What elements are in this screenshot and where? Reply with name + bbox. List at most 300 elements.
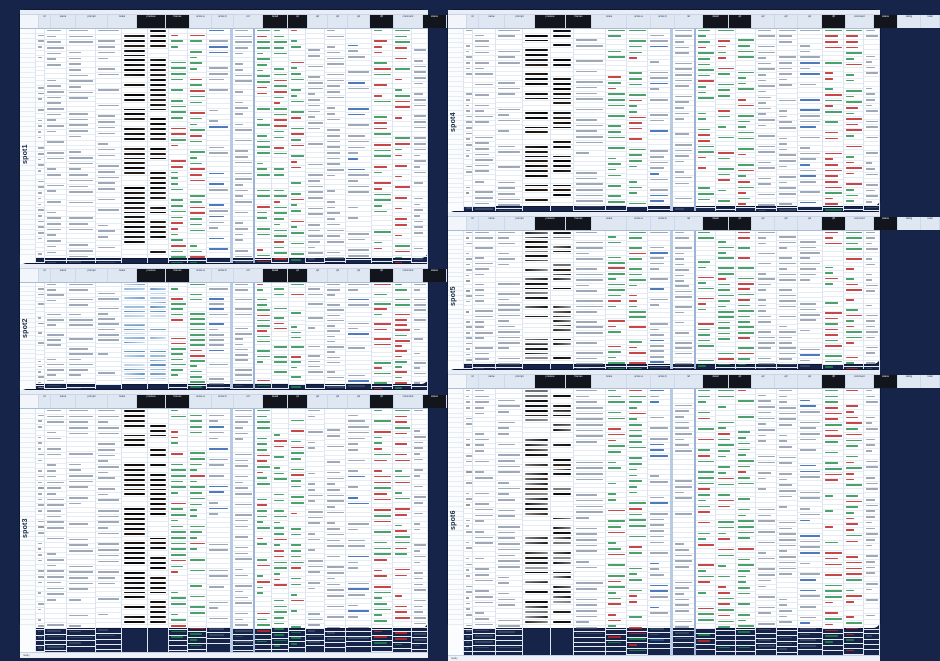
data-cell[interactable]	[188, 51, 206, 56]
column-header-cell[interactable]: status	[423, 15, 447, 28]
column-header-cell[interactable]: frames	[566, 15, 592, 28]
data-cell[interactable]	[207, 183, 230, 188]
data-column[interactable]	[233, 409, 255, 652]
data-cell[interactable]	[272, 241, 288, 246]
data-cell[interactable]	[272, 556, 288, 561]
data-cell[interactable]	[473, 148, 495, 153]
data-cell[interactable]	[306, 99, 324, 104]
data-cell[interactable]	[574, 76, 605, 81]
data-cell[interactable]	[96, 40, 121, 45]
data-cell[interactable]	[289, 562, 305, 567]
data-cell[interactable]	[233, 118, 253, 123]
data-cell[interactable]	[45, 630, 66, 635]
data-cell[interactable]	[45, 334, 66, 338]
row-index-cell[interactable]	[20, 620, 35, 625]
data-cell[interactable]	[289, 35, 305, 40]
data-cell[interactable]	[272, 125, 288, 130]
column-header-cell[interactable]: id	[39, 15, 51, 28]
data-cell[interactable]	[393, 218, 411, 223]
data-cell[interactable]	[464, 133, 472, 138]
sheet-body[interactable]	[20, 283, 428, 397]
data-cell[interactable]	[412, 299, 427, 303]
data-cell[interactable]	[673, 192, 694, 197]
data-cell[interactable]	[45, 284, 66, 288]
data-cell[interactable]	[45, 565, 66, 570]
data-cell[interactable]	[306, 355, 324, 359]
data-cell[interactable]	[346, 375, 371, 379]
data-cell[interactable]	[67, 421, 95, 426]
data-cell[interactable]	[325, 578, 345, 583]
column-header-row[interactable]	[20, 269, 428, 283]
data-cell[interactable]	[272, 184, 288, 189]
thumbnail-column[interactable]	[122, 409, 148, 652]
data-cell[interactable]	[325, 252, 345, 257]
data-cell[interactable]	[36, 204, 44, 209]
data-cell[interactable]	[36, 587, 44, 592]
data-cell[interactable]	[464, 39, 472, 44]
data-cell[interactable]	[96, 160, 121, 165]
data-cell[interactable]	[96, 555, 121, 560]
data-cell[interactable]	[464, 88, 472, 93]
data-cell[interactable]	[233, 541, 253, 546]
data-cell[interactable]	[45, 85, 66, 90]
data-cell[interactable]	[756, 52, 776, 57]
data-cell[interactable]	[255, 460, 271, 465]
data-cell[interactable]	[45, 102, 66, 107]
data-cell[interactable]	[96, 416, 121, 421]
data-column[interactable]	[346, 409, 372, 652]
data-cell[interactable]	[325, 643, 345, 648]
data-cell[interactable]	[412, 44, 427, 49]
data-cell[interactable]	[393, 149, 411, 154]
data-cell[interactable]	[716, 162, 735, 167]
data-cell[interactable]	[412, 645, 427, 650]
data-cell[interactable]	[306, 235, 324, 240]
data-cell[interactable]	[272, 163, 288, 168]
data-cell[interactable]	[188, 313, 206, 317]
data-cell[interactable]	[325, 46, 345, 51]
data-cell[interactable]	[207, 339, 230, 343]
column-header-cell[interactable]: q5	[370, 395, 394, 408]
data-column[interactable]	[346, 29, 372, 285]
sheet-body[interactable]	[448, 29, 880, 227]
data-cell[interactable]	[306, 436, 324, 441]
data-cell[interactable]	[393, 160, 411, 165]
data-cell[interactable]	[372, 46, 392, 51]
data-cell[interactable]	[233, 508, 253, 513]
data-cell[interactable]	[255, 336, 271, 340]
data-cell[interactable]	[372, 382, 392, 386]
data-cell[interactable]	[255, 64, 271, 69]
data-column[interactable]	[372, 283, 393, 397]
data-cell[interactable]	[325, 30, 345, 35]
column-header-cell[interactable]: frames	[166, 395, 190, 408]
data-cell[interactable]	[233, 607, 253, 612]
column-header-cell[interactable]: notes	[108, 395, 137, 408]
data-cell[interactable]	[346, 180, 371, 185]
data-cell[interactable]	[272, 434, 288, 439]
data-cell[interactable]	[45, 459, 66, 464]
data-cell[interactable]	[412, 639, 427, 644]
column-header-cell[interactable]: score a	[190, 269, 212, 282]
data-cell[interactable]	[45, 499, 66, 504]
data-cell[interactable]	[325, 195, 345, 200]
data-cell[interactable]	[606, 158, 626, 163]
data-cell[interactable]	[346, 233, 371, 238]
column-header-cell[interactable]: score a	[190, 395, 212, 408]
data-cell[interactable]	[272, 634, 288, 639]
data-cell[interactable]	[96, 62, 121, 67]
data-cell[interactable]	[96, 449, 121, 454]
data-cell[interactable]	[473, 159, 495, 164]
data-cell[interactable]	[67, 151, 95, 156]
data-cell[interactable]	[756, 40, 776, 45]
data-cell[interactable]	[169, 67, 187, 72]
data-cell[interactable]	[372, 493, 392, 498]
data-cell[interactable]	[412, 377, 427, 381]
data-cell[interactable]	[372, 298, 392, 302]
data-cell[interactable]	[233, 591, 253, 596]
data-cell[interactable]	[306, 533, 324, 538]
data-cell[interactable]	[412, 209, 427, 214]
data-cell[interactable]	[255, 87, 271, 92]
data-cell[interactable]	[289, 425, 305, 430]
column-header-cell[interactable]: score a	[190, 15, 212, 28]
data-cell[interactable]	[289, 528, 305, 533]
data-cell[interactable]	[798, 115, 822, 120]
data-cell[interactable]	[255, 222, 271, 227]
data-cell[interactable]	[756, 108, 776, 113]
data-cell[interactable]	[36, 221, 44, 226]
data-cell[interactable]	[45, 470, 66, 475]
data-cell[interactable]	[45, 314, 66, 318]
data-cell[interactable]	[372, 470, 392, 475]
data-cell[interactable]	[36, 625, 44, 630]
data-cell[interactable]	[272, 302, 288, 306]
data-cell[interactable]	[798, 153, 822, 158]
thumbnail-cell[interactable]	[148, 377, 168, 381]
data-cell[interactable]	[36, 537, 44, 542]
data-cell[interactable]	[798, 68, 822, 73]
data-cell[interactable]	[67, 36, 95, 41]
data-cell[interactable]	[306, 505, 324, 510]
data-cell[interactable]	[372, 437, 392, 442]
data-cell[interactable]	[67, 107, 95, 112]
data-cell[interactable]	[233, 150, 253, 155]
data-cell[interactable]	[188, 224, 206, 229]
data-cell[interactable]	[798, 186, 822, 191]
data-cell[interactable]	[393, 361, 411, 365]
data-cell[interactable]	[289, 594, 305, 599]
data-cell[interactable]	[496, 30, 522, 35]
data-cell[interactable]	[606, 169, 626, 174]
data-cell[interactable]	[325, 315, 345, 319]
data-cell[interactable]	[496, 109, 522, 114]
data-cell[interactable]	[393, 335, 411, 339]
data-cell[interactable]	[272, 645, 288, 650]
data-cell[interactable]	[464, 150, 472, 155]
data-cell[interactable]	[272, 494, 288, 499]
data-cell[interactable]	[393, 492, 411, 497]
data-cell[interactable]	[372, 542, 392, 547]
data-cell[interactable]	[473, 116, 495, 121]
data-cell[interactable]	[188, 458, 206, 463]
data-cell[interactable]	[45, 359, 66, 363]
data-cell[interactable]	[372, 188, 392, 193]
data-cell[interactable]	[393, 245, 411, 250]
data-cell[interactable]	[233, 470, 253, 475]
data-cell[interactable]	[473, 203, 495, 208]
data-cell[interactable]	[67, 319, 95, 323]
data-cell[interactable]	[306, 169, 324, 174]
data-cell[interactable]	[393, 563, 411, 568]
data-cell[interactable]	[393, 111, 411, 116]
data-cell[interactable]	[36, 35, 44, 40]
data-cell[interactable]	[306, 252, 324, 257]
data-cell[interactable]	[169, 631, 187, 636]
column-header-cell[interactable]: q1	[288, 395, 308, 408]
data-cell[interactable]	[346, 317, 371, 321]
data-cell[interactable]	[325, 371, 345, 375]
data-cell[interactable]	[36, 81, 44, 86]
data-cell[interactable]	[325, 424, 345, 429]
data-cell[interactable]	[36, 476, 44, 481]
data-cell[interactable]	[464, 181, 472, 186]
data-cell[interactable]	[233, 553, 253, 558]
data-cell[interactable]	[67, 458, 95, 463]
data-cell[interactable]	[255, 472, 271, 477]
data-cell[interactable]	[169, 625, 187, 630]
data-cell[interactable]	[346, 556, 371, 561]
data-cell[interactable]	[272, 527, 288, 532]
data-cell[interactable]	[648, 145, 670, 150]
data-cell[interactable]	[325, 600, 345, 605]
data-cell[interactable]	[67, 517, 95, 522]
row-number-header[interactable]	[20, 15, 39, 28]
data-cell[interactable]	[325, 289, 345, 293]
data-cell[interactable]	[255, 443, 271, 448]
data-cell[interactable]	[207, 373, 230, 377]
data-cell[interactable]	[255, 613, 271, 618]
data-cell[interactable]	[169, 183, 187, 188]
data-cell[interactable]	[67, 168, 95, 173]
data-cell[interactable]	[325, 489, 345, 494]
data-cell[interactable]	[96, 443, 121, 448]
spreadsheet-panel[interactable]	[20, 264, 428, 384]
data-cell[interactable]	[96, 538, 121, 543]
data-cell[interactable]	[606, 195, 626, 200]
data-cell[interactable]	[188, 469, 206, 474]
data-cell[interactable]	[188, 190, 206, 195]
data-cell[interactable]	[36, 554, 44, 559]
data-cell[interactable]	[393, 382, 411, 386]
data-cell[interactable]	[464, 110, 472, 115]
data-cell[interactable]	[574, 81, 605, 86]
data-cell[interactable]	[736, 45, 755, 50]
data-cell[interactable]	[207, 67, 230, 72]
data-cell[interactable]	[306, 312, 324, 316]
data-cell[interactable]	[393, 36, 411, 41]
data-cell[interactable]	[372, 144, 392, 149]
data-cell[interactable]	[289, 326, 305, 330]
data-cell[interactable]	[346, 432, 371, 437]
data-cell[interactable]	[207, 459, 230, 464]
data-cell[interactable]	[648, 66, 670, 71]
data-cell[interactable]	[207, 359, 230, 363]
data-cell[interactable]	[255, 356, 271, 360]
data-cell[interactable]	[36, 192, 44, 197]
data-cell[interactable]	[36, 504, 44, 509]
data-cell[interactable]	[346, 370, 371, 374]
data-cell[interactable]	[36, 215, 44, 220]
data-cell[interactable]	[45, 426, 66, 431]
data-cell[interactable]	[233, 173, 253, 178]
data-cell[interactable]	[412, 121, 427, 126]
data-cell[interactable]	[188, 420, 206, 425]
data-cell[interactable]	[372, 482, 392, 487]
data-cell[interactable]	[464, 144, 472, 149]
data-cell[interactable]	[36, 597, 44, 602]
data-cell[interactable]	[306, 218, 324, 223]
data-cell[interactable]	[289, 226, 305, 231]
data-cell[interactable]	[412, 550, 427, 555]
data-column[interactable]	[255, 409, 272, 652]
data-cell[interactable]	[96, 68, 121, 73]
data-cell[interactable]	[272, 317, 288, 321]
data-column[interactable]	[207, 283, 233, 397]
data-cell[interactable]	[756, 57, 776, 62]
data-cell[interactable]	[169, 56, 187, 61]
data-cell[interactable]	[393, 627, 411, 632]
data-cell[interactable]	[393, 294, 411, 298]
data-cell[interactable]	[372, 111, 392, 116]
data-cell[interactable]	[574, 103, 605, 108]
data-cell[interactable]	[188, 201, 206, 206]
data-cell[interactable]	[67, 609, 95, 614]
data-cell[interactable]	[36, 448, 44, 453]
data-column[interactable]	[272, 409, 289, 652]
data-cell[interactable]	[798, 175, 822, 180]
data-cell[interactable]	[574, 113, 605, 118]
data-column[interactable]	[289, 409, 306, 652]
data-cell[interactable]	[188, 543, 206, 548]
data-cell[interactable]	[67, 544, 95, 549]
data-cell[interactable]	[736, 187, 755, 192]
data-cell[interactable]	[188, 112, 206, 117]
data-cell[interactable]	[325, 40, 345, 45]
data-cell[interactable]	[45, 374, 66, 378]
thumbnail-cell[interactable]	[523, 198, 550, 203]
data-cell[interactable]	[325, 534, 345, 539]
data-cell[interactable]	[207, 623, 230, 628]
data-cell[interactable]	[36, 312, 44, 316]
data-cell[interactable]	[673, 57, 694, 62]
data-cell[interactable]	[255, 559, 271, 564]
data-cell[interactable]	[464, 138, 472, 143]
data-cell[interactable]	[96, 527, 121, 532]
data-cell[interactable]	[412, 71, 427, 76]
data-cell[interactable]	[372, 288, 392, 292]
data-cell[interactable]	[777, 182, 797, 187]
data-cell[interactable]	[325, 610, 345, 615]
data-cell[interactable]	[716, 89, 735, 94]
data-cell[interactable]	[393, 486, 411, 491]
data-cell[interactable]	[574, 87, 605, 92]
data-cell[interactable]	[412, 600, 427, 605]
data-cell[interactable]	[233, 284, 253, 288]
data-cell[interactable]	[325, 500, 345, 505]
data-cell[interactable]	[412, 137, 427, 142]
data-cell[interactable]	[306, 410, 324, 415]
data-cell[interactable]	[627, 52, 647, 57]
data-cell[interactable]	[289, 215, 305, 220]
data-cell[interactable]	[255, 619, 271, 624]
data-cell[interactable]	[306, 340, 324, 344]
data-cell[interactable]	[412, 539, 427, 544]
data-cell[interactable]	[67, 244, 95, 249]
data-cell[interactable]	[207, 442, 230, 447]
data-cell[interactable]	[36, 186, 44, 191]
data-cell[interactable]	[289, 128, 305, 133]
data-cell[interactable]	[255, 607, 271, 612]
data-cell[interactable]	[272, 384, 288, 388]
column-header-row[interactable]	[20, 15, 428, 29]
data-cell[interactable]	[207, 216, 230, 221]
data-cell[interactable]	[346, 415, 371, 420]
column-header-cell[interactable]: q5	[822, 15, 846, 28]
data-cell[interactable]	[96, 482, 121, 487]
data-cell[interactable]	[169, 608, 187, 613]
data-cell[interactable]	[673, 90, 694, 95]
data-cell[interactable]	[45, 339, 66, 343]
data-cell[interactable]	[67, 250, 95, 255]
data-cell[interactable]	[306, 361, 324, 365]
data-cell[interactable]	[96, 472, 121, 477]
data-cell[interactable]	[756, 199, 776, 204]
thumbnail-column[interactable]	[122, 283, 148, 397]
data-cell[interactable]	[96, 516, 121, 521]
data-cell[interactable]	[289, 356, 305, 360]
data-column[interactable]	[412, 283, 428, 397]
data-cell[interactable]	[606, 206, 626, 211]
data-cell[interactable]	[473, 40, 495, 45]
data-cell[interactable]	[798, 78, 822, 83]
data-cell[interactable]	[412, 584, 427, 589]
data-cell[interactable]	[67, 314, 95, 318]
data-cell[interactable]	[255, 81, 271, 86]
data-cell[interactable]	[272, 522, 288, 527]
data-cell[interactable]	[188, 365, 206, 369]
data-cell[interactable]	[233, 234, 253, 239]
data-cell[interactable]	[36, 209, 44, 214]
data-cell[interactable]	[207, 283, 230, 287]
data-cell[interactable]	[325, 561, 345, 566]
data-cell[interactable]	[169, 458, 187, 463]
data-cell[interactable]	[716, 121, 735, 126]
data-cell[interactable]	[289, 496, 305, 501]
data-cell[interactable]	[233, 433, 253, 438]
data-cell[interactable]	[464, 51, 472, 56]
data-cell[interactable]	[45, 168, 66, 173]
data-cell[interactable]	[67, 75, 95, 80]
data-cell[interactable]	[696, 193, 715, 198]
data-cell[interactable]	[96, 165, 121, 170]
data-cell[interactable]	[496, 76, 522, 81]
thumbnail-column[interactable]	[551, 29, 574, 227]
column-header-cell[interactable]: q5	[370, 15, 394, 28]
data-cell[interactable]	[412, 54, 427, 59]
thumbnail-cell[interactable]	[148, 250, 168, 255]
